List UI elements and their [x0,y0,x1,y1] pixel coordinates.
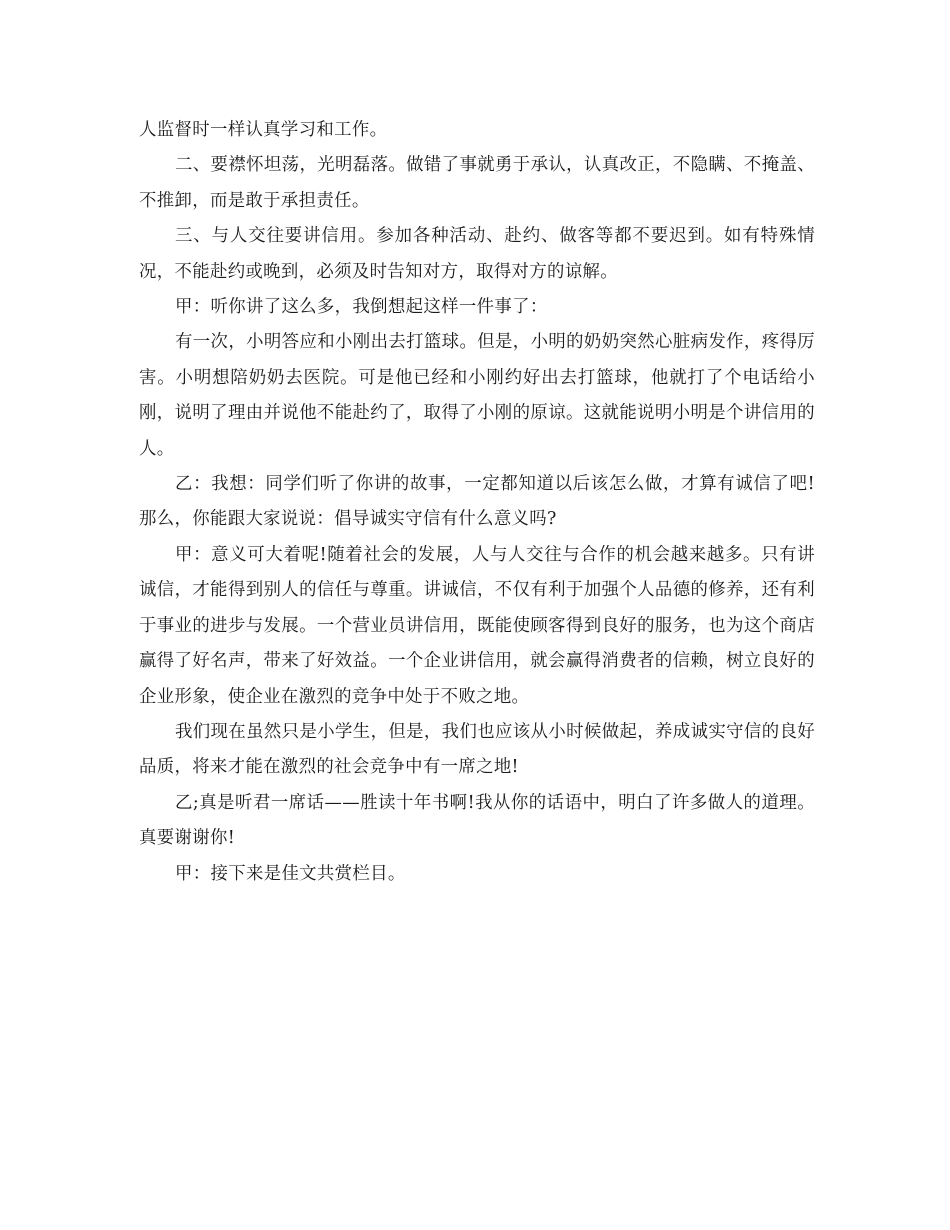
paragraph-point-two: 二、要襟怀坦荡，光明磊落。做错了事就勇于承认，认真改正，不隐瞒、不掩盖、不推卸，而是敢于承担责任。 [139,155,815,211]
paragraph-story: 有一次，小明答应和小刚出去打篮球。但是，小明的奶奶突然心脏病发作，疼得厉害。小明想陪奶奶去医院。可是他已经和小刚约好出去打篮球，他就打了个电话给小刚，说明了理由并说他不能赴约了，取得了小刚的原谅。这就能说明小明是个讲信用的人。 [139,332,815,459]
paragraph-point-three: 三、与人交往要讲信用。参加各种活动、赴约、做客等都不要迟到。如有特殊情况，不能赴约或晚到，必须及时告知对方，取得对方的谅解。 [139,226,815,282]
dialogue-jia-3: 甲：接下来是佳文共赏栏目。 [175,863,406,884]
dialogue-yi-2: 乙;真是听君一席话——胜读十年书啊!我从你的话语中，明白了许多做人的道理。真要谢谢你! [139,792,815,849]
paragraph-students: 我们现在虽然只是小学生，但是，我们也应该从小时候做起，养成诚实守信的良好品质，将来才能在激烈的社会竞争中有一席之地! [139,721,815,778]
dialogue-jia-2: 甲：意义可大着呢!随着社会的发展，人与人交往与合作的机会越来越多。只有讲诚信，才能得到别人的信任与尊重。讲诚信，不仅有利于加强个人品德的修养，还有利于事业的进步与发展。一个营业员讲信用，既能使顾客得到良好的服务，也为这个商店赢得了好名声，带来了好效益。一个企业讲信用，就会赢得消费者的信赖，树立良好的企业形象，使企业在激烈的竞争中处于不败之地。 [139,544,815,707]
paragraph-continuation: 人监督时一样认真学习和工作。 [139,120,388,140]
dialogue-yi-1: 乙：我想：同学们听了你讲的故事，一定都知道以后该怎么做，才算有诚信了吧!那么，你能跟大家说说：倡导诚实守信有什么意义吗? [139,474,815,530]
dialogue-jia-1: 甲：听你讲了这么多，我倒想起这样一件事了： [175,297,548,318]
document-body [139,113,815,892]
